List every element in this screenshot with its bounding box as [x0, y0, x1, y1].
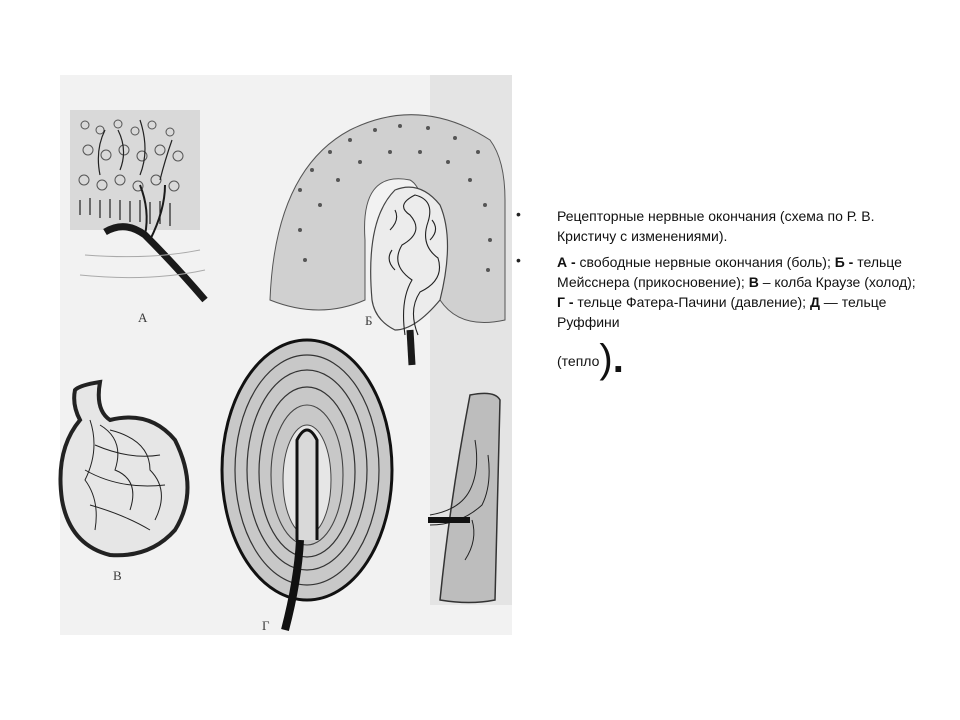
legend-text-a: свободные нервные окончания (боль);	[575, 254, 835, 270]
legend-text-b: тельце Мейсснера (прикосновение);	[557, 254, 902, 290]
bullet-item-legend	[516, 252, 916, 381]
panel-v-label: В	[113, 568, 122, 583]
panel-b-label: Б	[365, 313, 373, 328]
legend-key-d: Д	[809, 294, 820, 310]
panel-a-label: А	[138, 310, 148, 325]
bullet-dot-icon: •	[516, 252, 521, 268]
legend-text-v: – колба Краузе (холод);	[758, 274, 916, 290]
legend-big-paren: )	[599, 337, 613, 381]
legend-key-v: В	[748, 274, 759, 290]
legend-text-d: — тельце Руффини	[557, 294, 887, 330]
bullet-item-title	[516, 206, 916, 246]
legend-key-b: Б -	[834, 254, 854, 270]
bullet-dot-icon: •	[516, 206, 521, 222]
legend-text-g: тельце Фатера-Пачини (давление);	[573, 294, 810, 310]
bullet-text: Рецепторные нервные окончания (схема по Р. В. Кристичу с изменениями).	[557, 208, 875, 244]
legend-warm-text: (тепло	[557, 353, 600, 369]
legend-key-a: А -	[557, 254, 576, 270]
bullet-list	[516, 206, 916, 380]
legend-big-dot: .	[612, 337, 624, 381]
legend-key-g: Г -	[557, 294, 574, 310]
legend-warm-line	[557, 337, 916, 381]
panel-g-label: Г	[262, 618, 270, 633]
